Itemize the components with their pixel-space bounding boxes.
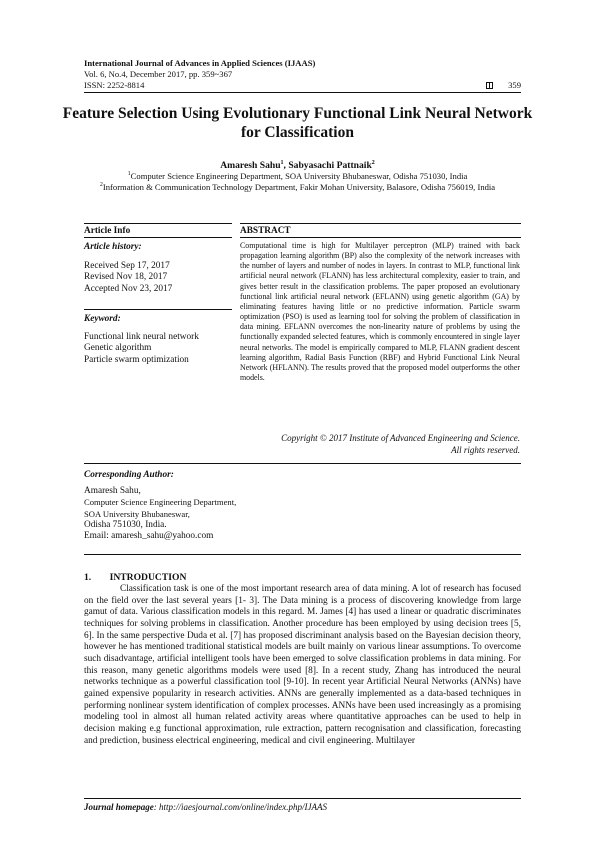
author-names: Amaresh Sahu$^1$, Sabyasachi Pattnaik$^2$ — [220, 159, 375, 171]
history-list — [84, 261, 232, 295]
info-bottom-rule — [84, 463, 521, 464]
corresponding-email: Email: amaresh_sahu@yahoo.com — [84, 531, 214, 542]
affiliation-2: $^2$Information & Communication Technology Department, Fakir Mohan University, Balasore, Odisha 756019, India — [99, 182, 496, 192]
keyword-heading: Keyword: — [84, 314, 121, 324]
volume-line: Vol. 6, No.4, December 2017, pp. 359~367 — [84, 69, 233, 79]
abstract-heading: ABSTRACT — [240, 226, 291, 236]
corresponding-name: Amaresh Sahu, — [84, 486, 141, 497]
copyright-line-2: All rights reserved. — [451, 445, 520, 455]
keyword-list — [84, 332, 232, 366]
corresponding-author — [84, 470, 384, 542]
intro-title: INTRODUCTION — [109, 572, 187, 583]
keyword-item: Functional link neural network — [84, 332, 199, 342]
book-icon — [486, 82, 493, 89]
keyword-item: Particle swarm optimization — [84, 354, 189, 365]
header-rule — [84, 92, 521, 93]
corresponding-city: Odisha 751030, India. — [84, 519, 167, 530]
accepted-date: Accepted Nov 23, 2017 — [84, 283, 173, 294]
intro-body — [84, 584, 521, 747]
footer-rule — [84, 798, 521, 799]
paper-title: Feature Selection Using Evolutionary Functional Link Neural Network for Classification — [62, 105, 533, 141]
keyword-item: Genetic algorithm — [84, 343, 152, 354]
copyright-line-1: Copyright © 2017 Institute of Advanced Engineering and Science. — [281, 433, 520, 443]
article-info-heading: Article Info — [84, 226, 131, 236]
page-number: 359 — [508, 80, 521, 90]
journal-name: International Journal of Advances in Applied Sciences (IJAAS) — [84, 58, 316, 68]
affiliation-1: $^1$Computer Science Engineering Department, SOA University Bhubaneswar, Odisha 751030, India — [127, 171, 468, 181]
footer-separator: : — [153, 802, 160, 812]
corresponding-heading: Corresponding Author: — [84, 470, 174, 480]
revised-date: Revised Nov 18, 2017 — [84, 272, 168, 283]
intro-heading — [84, 572, 186, 583]
journal-homepage-link[interactable]: http://iaesjournal.com/online/index.php/IJAAS — [159, 802, 327, 812]
footer — [84, 802, 327, 812]
corresponding-dept: Computer Science Engineering Department, — [84, 497, 237, 508]
author-1: Amaresh Sahu — [220, 160, 281, 171]
history-heading: Article history: — [84, 242, 142, 252]
corresponding-bottom-rule — [84, 554, 521, 555]
abstract-text: Computational time is high for Multilayer perceptron (MLP) trained with back propagation learning algorithm (BP) also the complexity of the network increases with the number of layers and number of nodes in layers. In contrast to MLP, functional link artificial neural network (FLANN) has less architectural complexity, easier to train, and gives better result in the classification problems. The paper proposed an evolutionary functional link artificial neural network (EFLANN) using genetic algorithm (GA) by eliminating features having little or no predictive information. Particle swarm optimization (PSO) is used as learning tool for solving the problem of classification in data mining. EFLANN overcomes the non-linearity nature of problems by using the functionally expanded selected features, which is commonly encountered in single layer neural networks. The model is empirically compared to MLP, FLANN gradient descent learning algorithm, Radial Basis Function (RBF) and Hybrid Functional Link Neural Network (HFLANN). The results proved that the proposed model outperforms the other models. — [240, 241, 520, 383]
author-2: Sabyasachi Pattnaik — [288, 160, 372, 171]
keyword-rule — [84, 309, 232, 310]
intro-number: 1. — [84, 572, 92, 583]
intro-paragraph: Classification task is one of the most important research area of data mining. A lot of research has focused on the field over the last several years [1- 3]. The Data mining is a process of discovering knowledge from large gamut of data. Various classification models in this regard. M. James [4] has used a linear or quadratic discriminates techniques for solving problems in classification. Another procedure has been employed by using decision trees [5, 6]. In the same perspective Duda et al. [7] has proposed discriminant analysis based on the Bayesian decision theory, however he has mentioned traditional statistical models are built mainly on various linear assumptions. To overcome such disadvantage, artificial intelligent tools have been emerged to solve classification problems in data mining. For this reason, many genetic algorithms models were used [8]. In a recent study, Zhang has introduced the neural networks technique as a powerful classification tool [9-10]. In recent year Artificial Neural Networks (ANNs) have gained expensive popularity in research activities. ANNs are generally implemented as a data-based techniques in performing nonlinear system identification of complex processes. ANNs have been used increasingly as a promising modeling tool in almost all human related activity areas where quantitative approaches can be used to help in decision making e.g functional approximation, rule extraction, pattern recognisation and classification, forecasting and prediction, business electrical engineering, medical and civil engineering. Multilayer — [84, 584, 521, 746]
corresponding-univ: SOA University Bhubaneswar, — [84, 508, 190, 519]
authors-block — [60, 160, 535, 193]
received-date: Received Sep 17, 2017 — [84, 261, 170, 271]
footer-label: Journal homepage — [84, 802, 154, 812]
copyright-notice — [240, 432, 520, 456]
abstract-sub-rule — [240, 237, 521, 238]
issn-line: ISSN: 2252-8814 — [84, 80, 145, 90]
article-info-top-rule — [84, 223, 232, 224]
abstract-top-rule — [240, 223, 521, 224]
